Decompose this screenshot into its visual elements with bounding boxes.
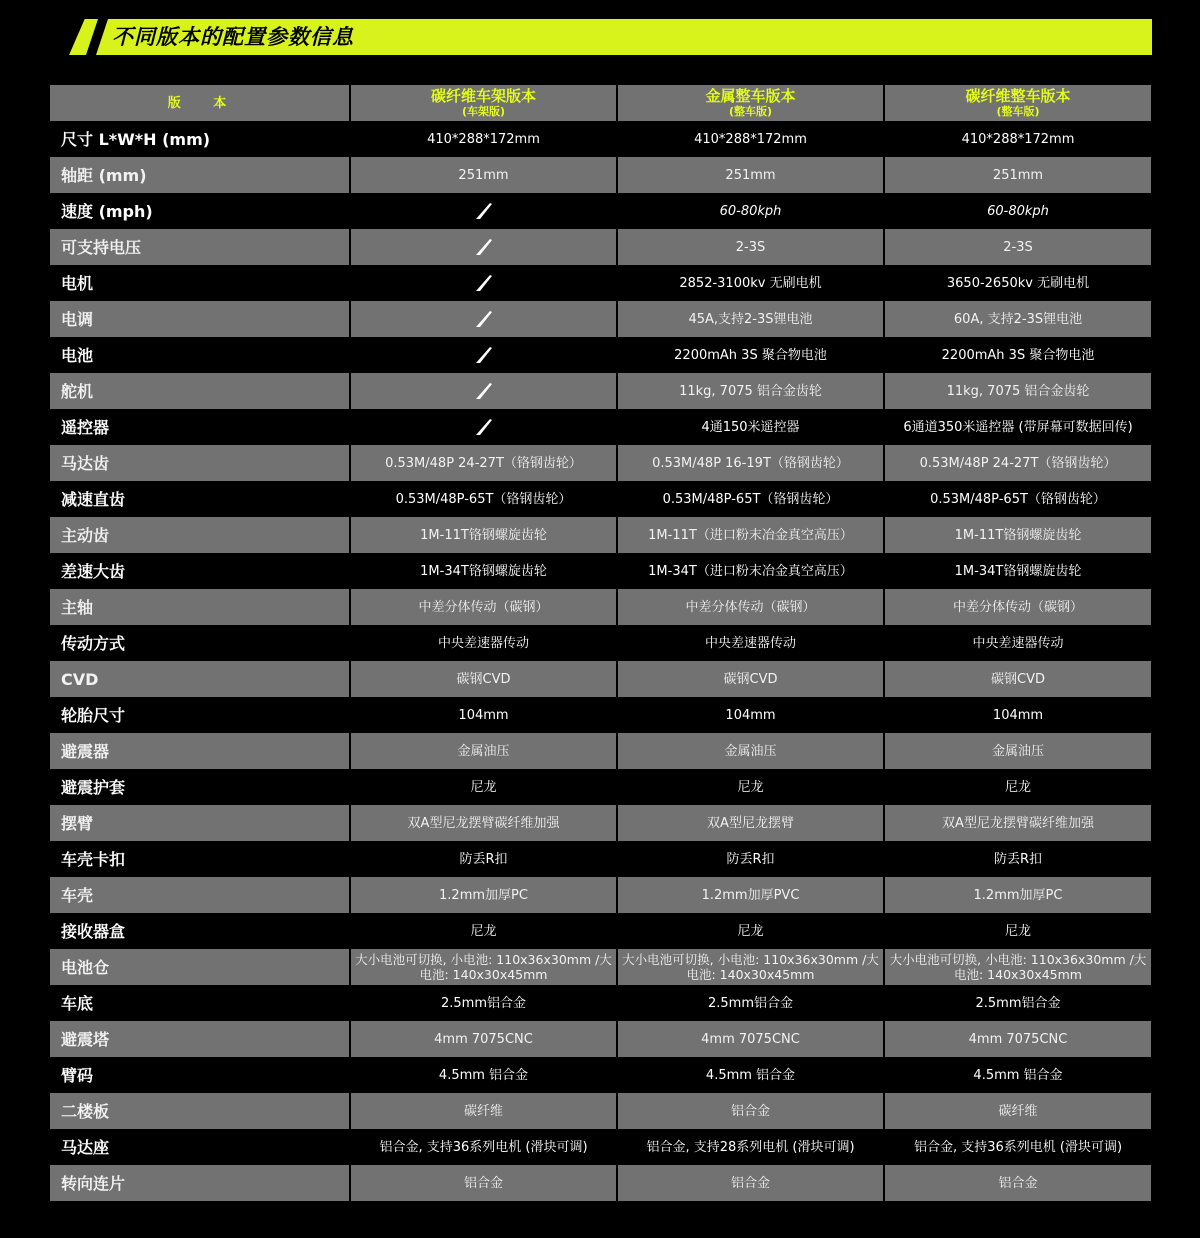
cell-value: 1.2mm加厚PC [350, 877, 617, 913]
cell-value: 4.5mm 铝合金 [884, 1057, 1151, 1093]
cell-value: 0.53M/48P 24-27T（铬钢齿轮） [350, 445, 617, 481]
table-row [50, 121, 1151, 157]
row-label: 电调 [50, 301, 350, 337]
title-banner [50, 19, 1152, 55]
table-row [50, 301, 1151, 337]
not-applicable-slash-icon [350, 337, 617, 373]
cell-value: 大小电池可切换, 小电池: 110x36x30mm /大电池: 140x30x45mm [617, 949, 884, 985]
page-title: 不同版本的配置参数信息 [112, 25, 354, 49]
header-subtitle: (车架版) [461, 105, 506, 118]
table-row [50, 229, 1151, 265]
not-applicable-slash-icon [350, 229, 617, 265]
cell-value: 铝合金 [884, 1165, 1151, 1201]
row-label: 电池仓 [50, 949, 350, 985]
table-row [50, 337, 1151, 373]
cell-value: 碳钢CVD [617, 661, 884, 697]
row-label: 摆臂 [50, 805, 350, 841]
cell-value: 双A型尼龙摆臂 [617, 805, 884, 841]
row-label: 遥控器 [50, 409, 350, 445]
cell-value: 中差分体传动（碳钢） [884, 589, 1151, 625]
cell-value: 2200mAh 3S 聚合物电池 [884, 337, 1151, 373]
cell-value: 1M-34T铬钢螺旋齿轮 [884, 553, 1151, 589]
cell-value: 104mm [350, 697, 617, 733]
table-row [50, 517, 1151, 553]
cell-value: 11kg, 7075 铝合金齿轮 [884, 373, 1151, 409]
table-row [50, 265, 1151, 301]
cell-value: 410*288*172mm [884, 121, 1151, 157]
cell-value: 中央差速器传动 [617, 625, 884, 661]
table-row [50, 733, 1151, 769]
cell-value: 3650-2650kv 无刷电机 [884, 265, 1151, 301]
cell-value: 碳钢CVD [350, 661, 617, 697]
row-label: 马达齿 [50, 445, 350, 481]
cell-value: 251mm [617, 157, 884, 193]
table-row [50, 913, 1151, 949]
cell-value: 0.53M/48P 16-19T（铬钢齿轮） [617, 445, 884, 481]
cell-value: 4通150米遥控器 [617, 409, 884, 445]
cell-value: 251mm [884, 157, 1151, 193]
cell-value: 铝合金 [617, 1093, 884, 1129]
header-subtitle: (整车版) [728, 105, 773, 118]
header-carbon-rtr [884, 85, 1151, 121]
cell-value: 2-3S [617, 229, 884, 265]
cell-value: 2200mAh 3S 聚合物电池 [617, 337, 884, 373]
table-row [50, 985, 1151, 1021]
row-label: CVD [50, 661, 350, 697]
not-applicable-slash-icon [350, 265, 617, 301]
row-label: 主轴 [50, 589, 350, 625]
table-row [50, 625, 1151, 661]
row-label: 主动齿 [50, 517, 350, 553]
cell-value: 大小电池可切换, 小电池: 110x36x30mm /大电池: 140x30x45mm [350, 949, 617, 985]
cell-value: 4.5mm 铝合金 [350, 1057, 617, 1093]
header-subtitle: (整车版) [996, 105, 1040, 118]
header-name: 碳纤维整车版本 [965, 87, 1071, 105]
cell-value: 1M-34T（进口粉末冶金真空高压） [617, 553, 884, 589]
table-row [50, 589, 1151, 625]
cell-value: 60A, 支持2-3S锂电池 [884, 301, 1151, 337]
cell-value: 1M-11T（进口粉末冶金真空高压） [617, 517, 884, 553]
cell-value: 铝合金, 支持36系列电机 (滑块可调) [884, 1129, 1151, 1165]
table-row [50, 193, 1151, 229]
cell-value: 中差分体传动（碳钢） [350, 589, 617, 625]
cell-value: 铝合金, 支持36系列电机 (滑块可调) [350, 1129, 617, 1165]
cell-value: 中差分体传动（碳钢） [617, 589, 884, 625]
row-label: 传动方式 [50, 625, 350, 661]
row-label: 车底 [50, 985, 350, 1021]
header-carbon-frame [350, 85, 617, 121]
spec-table-body [50, 121, 1151, 1201]
row-label: 轴距 (mm) [50, 157, 350, 193]
row-label: 车壳卡扣 [50, 841, 350, 877]
row-label: 转向连片 [50, 1165, 350, 1201]
cell-value: 金属油压 [884, 733, 1151, 769]
header-name: 碳纤维车架版本 [430, 87, 536, 105]
row-label: 马达座 [50, 1129, 350, 1165]
cell-value: 104mm [884, 697, 1151, 733]
cell-value: 1M-34T铬钢螺旋齿轮 [350, 553, 617, 589]
cell-value: 双A型尼龙摆臂碳纤维加强 [350, 805, 617, 841]
table-header-row [50, 85, 1151, 121]
cell-value: 金属油压 [350, 733, 617, 769]
row-label: 避震器 [50, 733, 350, 769]
table-row [50, 409, 1151, 445]
row-label: 二楼板 [50, 1093, 350, 1129]
cell-value: 中央差速器传动 [350, 625, 617, 661]
table-row [50, 1129, 1151, 1165]
row-label: 避震护套 [50, 769, 350, 805]
cell-value: 60-80kph [617, 193, 884, 229]
cell-value: 6通道350米遥控器 (带屏幕可数据回传) [884, 409, 1151, 445]
cell-value: 1M-11T铬钢螺旋齿轮 [884, 517, 1151, 553]
cell-value: 0.53M/48P-65T（铬钢齿轮） [884, 481, 1151, 517]
cell-value: 碳纤维 [884, 1093, 1151, 1129]
not-applicable-slash-icon [350, 409, 617, 445]
row-label: 差速大齿 [50, 553, 350, 589]
table-row [50, 1093, 1151, 1129]
cell-value: 4mm 7075CNC [617, 1021, 884, 1057]
table-row [50, 841, 1151, 877]
table-row [50, 661, 1151, 697]
cell-value: 铝合金 [350, 1165, 617, 1201]
cell-value: 尼龙 [884, 769, 1151, 805]
cell-value: 尼龙 [350, 769, 617, 805]
cell-value: 铝合金 [617, 1165, 884, 1201]
cell-value: 碳纤维 [350, 1093, 617, 1129]
cell-value: 碳钢CVD [884, 661, 1151, 697]
cell-value: 4.5mm 铝合金 [617, 1057, 884, 1093]
cell-value: 0.53M/48P 24-27T（铬钢齿轮） [884, 445, 1151, 481]
cell-value: 45A,支持2-3S锂电池 [617, 301, 884, 337]
cell-value: 1.2mm加厚PVC [617, 877, 884, 913]
cell-value: 防丢R扣 [617, 841, 884, 877]
row-label: 接收器盒 [50, 913, 350, 949]
table-row [50, 157, 1151, 193]
spec-table [50, 85, 1151, 1201]
row-label: 舵机 [50, 373, 350, 409]
row-label: 电池 [50, 337, 350, 373]
row-label: 速度 (mph) [50, 193, 350, 229]
header-version-label: 版 本 [50, 85, 350, 121]
row-label: 减速直齿 [50, 481, 350, 517]
not-applicable-slash-icon [350, 373, 617, 409]
cell-value: 尼龙 [884, 913, 1151, 949]
cell-value: 11kg, 7075 铝合金齿轮 [617, 373, 884, 409]
cell-value: 410*288*172mm [617, 121, 884, 157]
cell-value: 410*288*172mm [350, 121, 617, 157]
cell-value: 0.53M/48P-65T（铬钢齿轮） [617, 481, 884, 517]
cell-value: 104mm [617, 697, 884, 733]
cell-value: 大小电池可切换, 小电池: 110x36x30mm /大电池: 140x30x45mm [884, 949, 1151, 985]
table-row [50, 769, 1151, 805]
cell-value: 0.53M/48P-65T（铬钢齿轮） [350, 481, 617, 517]
table-row [50, 949, 1151, 985]
table-row [50, 697, 1151, 733]
table-row [50, 373, 1151, 409]
row-label: 电机 [50, 265, 350, 301]
cell-value: 双A型尼龙摆臂碳纤维加强 [884, 805, 1151, 841]
cell-value: 防丢R扣 [350, 841, 617, 877]
cell-value: 防丢R扣 [884, 841, 1151, 877]
table-row [50, 1165, 1151, 1201]
row-label: 轮胎尺寸 [50, 697, 350, 733]
table-row [50, 445, 1151, 481]
cell-value: 尼龙 [350, 913, 617, 949]
cell-value: 2-3S [884, 229, 1151, 265]
header-name: 金属整车版本 [705, 87, 796, 105]
cell-value: 中央差速器传动 [884, 625, 1151, 661]
cell-value: 2.5mm铝合金 [350, 985, 617, 1021]
row-label: 尺寸 L*W*H (mm) [50, 121, 350, 157]
cell-value: 60-80kph [884, 193, 1151, 229]
cell-value: 4mm 7075CNC [350, 1021, 617, 1057]
cell-value: 2.5mm铝合金 [617, 985, 884, 1021]
cell-value: 4mm 7075CNC [884, 1021, 1151, 1057]
cell-value: 铝合金, 支持28系列电机 (滑块可调) [617, 1129, 884, 1165]
cell-value: 251mm [350, 157, 617, 193]
cell-value: 尼龙 [617, 769, 884, 805]
header-metal-rtr [617, 85, 884, 121]
table-row [50, 1021, 1151, 1057]
cell-value: 金属油压 [617, 733, 884, 769]
table-row [50, 481, 1151, 517]
table-row [50, 553, 1151, 589]
cell-value: 1.2mm加厚PC [884, 877, 1151, 913]
row-label: 车壳 [50, 877, 350, 913]
table-row [50, 877, 1151, 913]
cell-value: 尼龙 [617, 913, 884, 949]
cell-value: 1M-11T铬钢螺旋齿轮 [350, 517, 617, 553]
cell-value: 2852-3100kv 无刷电机 [617, 265, 884, 301]
not-applicable-slash-icon [350, 193, 617, 229]
row-label: 臂码 [50, 1057, 350, 1093]
table-row [50, 805, 1151, 841]
row-label: 避震塔 [50, 1021, 350, 1057]
row-label: 可支持电压 [50, 229, 350, 265]
not-applicable-slash-icon [350, 301, 617, 337]
table-row [50, 1057, 1151, 1093]
cell-value: 2.5mm铝合金 [884, 985, 1151, 1021]
